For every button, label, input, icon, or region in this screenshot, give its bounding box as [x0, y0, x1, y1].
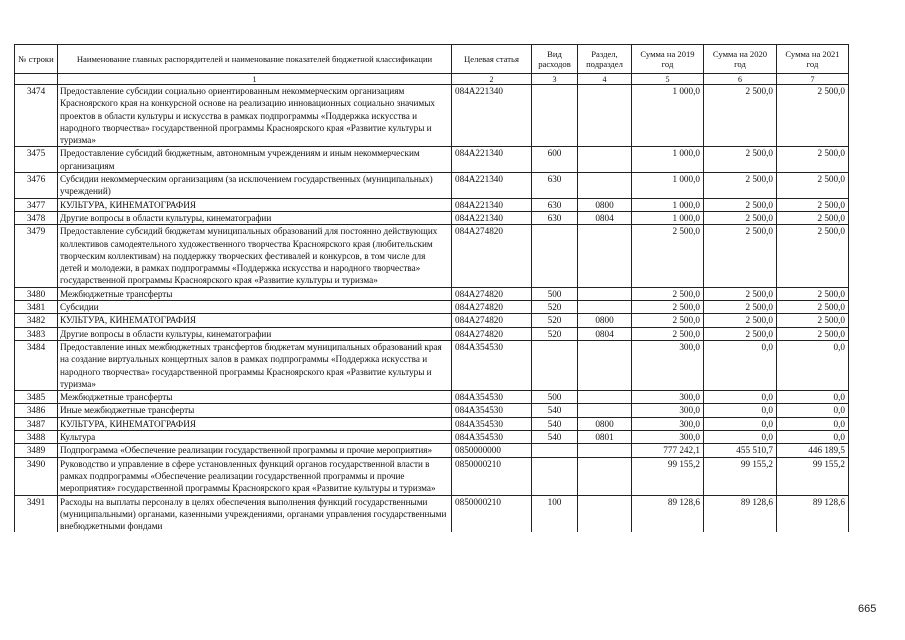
section-cell: 0804: [578, 211, 632, 224]
target-code-cell: 084А221340: [452, 198, 532, 211]
row-number-cell: 3487: [15, 417, 58, 430]
row-number-cell: 3486: [15, 404, 58, 417]
sum-2021-cell: 2 500,0: [777, 173, 849, 199]
sum-2021-cell: 2 500,0: [777, 314, 849, 327]
table-row: [15, 147, 849, 173]
sum-2019-cell: 2 500,0: [632, 327, 704, 340]
section-cell: [578, 147, 632, 173]
header-sum-2021: Сумма на 2021 год: [777, 45, 849, 74]
row-name-cell: Культура: [58, 431, 452, 444]
row-name-cell: Расходы на выплаты персоналу в целях обеспечения выполнения функций государственными (муниципальными) органами, казенными учреждениями, органами управления государственными внебюджетными фондами: [58, 495, 452, 532]
expense-type-cell: 630: [532, 198, 578, 211]
sum-2019-cell: 2 500,0: [632, 314, 704, 327]
table-row: [15, 444, 849, 457]
expense-type-cell: 540: [532, 431, 578, 444]
sum-2019-cell: 2 500,0: [632, 301, 704, 314]
column-number: 3: [532, 74, 578, 85]
sum-2020-cell: 2 500,0: [704, 314, 777, 327]
sum-2020-cell: 0,0: [704, 404, 777, 417]
page-number: 665: [858, 603, 877, 615]
row-number-cell: 3481: [15, 301, 58, 314]
sum-2021-cell: 2 500,0: [777, 198, 849, 211]
row-name-cell: Субсидии некоммерческим организациям (за исключением государственных (муниципальных) учреждений): [58, 173, 452, 199]
row-name-cell: Другие вопросы в области культуры, кинематографии: [58, 327, 452, 340]
table-row: [15, 211, 849, 224]
sum-2021-cell: 2 500,0: [777, 211, 849, 224]
row-number-cell: 3490: [15, 457, 58, 495]
row-name-cell: КУЛЬТУРА, КИНЕМАТОГРАФИЯ: [58, 198, 452, 211]
expense-type-cell: 520: [532, 327, 578, 340]
sum-2019-cell: 1 000,0: [632, 198, 704, 211]
section-cell: [578, 225, 632, 287]
column-number: 1: [58, 74, 452, 85]
section-cell: 0800: [578, 198, 632, 211]
table-row: [15, 340, 849, 390]
target-code-cell: 084А221340: [452, 173, 532, 199]
table-row: [15, 431, 849, 444]
section-cell: [578, 391, 632, 404]
table-row: [15, 198, 849, 211]
sum-2020-cell: 2 500,0: [704, 85, 777, 147]
row-name-cell: Субсидии: [58, 301, 452, 314]
expense-type-cell: 500: [532, 391, 578, 404]
row-number-cell: 3485: [15, 391, 58, 404]
row-name-cell: Руководство и управление в сфере установленных функций органов государственной власти в рамках подпрограммы «Обеспечение реализации государственной программы и прочие мероприятия» государственной программы Красноярского края «Развитие культуры и туризма»: [58, 457, 452, 495]
sum-2019-cell: 2 500,0: [632, 225, 704, 287]
sum-2021-cell: 0,0: [777, 391, 849, 404]
header-target: Целевая статья: [452, 45, 532, 74]
sum-2020-cell: 2 500,0: [704, 198, 777, 211]
target-code-cell: 084А354530: [452, 391, 532, 404]
row-name-cell: Предоставление субсидии социально ориентированным некоммерческим организациям Красноярского края на конкурсной основе на реализацию инновационных социально значимых проектов в области культуры и искусства в рамках подпрограммы «Поддержка искусства и народного творчества» государственной программы Красноярского края «Развитие культуры и туризма»: [58, 85, 452, 147]
row-number-cell: 3476: [15, 173, 58, 199]
row-name-cell: Межбюджетные трансферты: [58, 391, 452, 404]
row-number-cell: 3488: [15, 431, 58, 444]
sum-2020-cell: 0,0: [704, 340, 777, 390]
section-cell: [578, 287, 632, 300]
expense-type-cell: 540: [532, 404, 578, 417]
sum-2019-cell: 1 000,0: [632, 211, 704, 224]
sum-2020-cell: 2 500,0: [704, 147, 777, 173]
row-number-cell: 3484: [15, 340, 58, 390]
sum-2021-cell: 446 189,5: [777, 444, 849, 457]
expense-type-cell: 630: [532, 211, 578, 224]
sum-2019-cell: 300,0: [632, 391, 704, 404]
target-code-cell: 084А274820: [452, 287, 532, 300]
budget-table: [14, 44, 849, 532]
row-number-cell: 3483: [15, 327, 58, 340]
sum-2019-cell: 89 128,6: [632, 495, 704, 532]
expense-type-cell: [532, 457, 578, 495]
table-row: [15, 225, 849, 287]
row-name-cell: Предоставление субсидий бюджетным, автономным учреждениям и иным некоммерческим организациям: [58, 147, 452, 173]
row-name-cell: Подпрограмма «Обеспечение реализации государственной программы и прочие мероприятия»: [58, 444, 452, 457]
section-cell: [578, 173, 632, 199]
section-cell: [578, 85, 632, 147]
target-code-cell: 084А354530: [452, 340, 532, 390]
sum-2021-cell: 2 500,0: [777, 225, 849, 287]
sum-2021-cell: 2 500,0: [777, 301, 849, 314]
target-code-cell: 084А274820: [452, 301, 532, 314]
target-code-cell: 084А274820: [452, 225, 532, 287]
expense-type-cell: [532, 85, 578, 147]
header-row: [15, 45, 849, 74]
section-cell: [578, 301, 632, 314]
row-number-cell: 3489: [15, 444, 58, 457]
row-number-cell: 3475: [15, 147, 58, 173]
sum-2020-cell: 0,0: [704, 391, 777, 404]
row-number-cell: 3474: [15, 85, 58, 147]
target-code-cell: 084А354530: [452, 417, 532, 430]
sum-2020-cell: 0,0: [704, 431, 777, 444]
row-name-cell: Предоставление иных межбюджетных трансфертов бюджетам муниципальных образований края на создание виртуальных концертных залов в рамках подпрограммы «Поддержка искусства и народного творчества» государственной программы Красноярского края «Развитие культуры и туризма»: [58, 340, 452, 390]
header-section: Раздел, подраздел: [578, 45, 632, 74]
row-number-cell: 3479: [15, 225, 58, 287]
table-row: [15, 391, 849, 404]
sum-2019-cell: 300,0: [632, 404, 704, 417]
row-name-cell: Другие вопросы в области культуры, кинематографии: [58, 211, 452, 224]
table-row: [15, 327, 849, 340]
header-sum-2020: Сумма на 2020 год: [704, 45, 777, 74]
section-cell: 0800: [578, 417, 632, 430]
section-cell: 0801: [578, 431, 632, 444]
sum-2021-cell: 0,0: [777, 404, 849, 417]
target-code-cell: 0850000210: [452, 495, 532, 532]
sum-2021-cell: 2 500,0: [777, 287, 849, 300]
table-row: [15, 417, 849, 430]
column-number: 7: [777, 74, 849, 85]
section-cell: [578, 340, 632, 390]
header-expense-type: Вид расходов: [532, 45, 578, 74]
row-name-cell: КУЛЬТУРА, КИНЕМАТОГРАФИЯ: [58, 314, 452, 327]
table-row: [15, 314, 849, 327]
sum-2021-cell: 0,0: [777, 340, 849, 390]
sum-2020-cell: 2 500,0: [704, 173, 777, 199]
sum-2020-cell: 2 500,0: [704, 225, 777, 287]
row-number-cell: 3491: [15, 495, 58, 532]
header-sum-2019: Сумма на 2019 год: [632, 45, 704, 74]
sum-2021-cell: 2 500,0: [777, 147, 849, 173]
column-number: 2: [452, 74, 532, 85]
expense-type-cell: [532, 225, 578, 287]
sum-2020-cell: 99 155,2: [704, 457, 777, 495]
target-code-cell: 084А354530: [452, 404, 532, 417]
sum-2021-cell: 0,0: [777, 431, 849, 444]
section-cell: 0800: [578, 314, 632, 327]
column-number: 4: [578, 74, 632, 85]
sum-2020-cell: 89 128,6: [704, 495, 777, 532]
sum-2021-cell: 2 500,0: [777, 327, 849, 340]
expense-type-cell: 600: [532, 147, 578, 173]
column-number: [15, 74, 58, 85]
table-row: [15, 457, 849, 495]
table-row: [15, 287, 849, 300]
sum-2019-cell: 1 000,0: [632, 147, 704, 173]
target-code-cell: 084А221340: [452, 211, 532, 224]
sum-2021-cell: 0,0: [777, 417, 849, 430]
sum-2019-cell: 777 242,1: [632, 444, 704, 457]
sum-2021-cell: 2 500,0: [777, 85, 849, 147]
expense-type-cell: [532, 340, 578, 390]
sum-2020-cell: 2 500,0: [704, 301, 777, 314]
sum-2020-cell: 2 500,0: [704, 211, 777, 224]
row-number-cell: 3482: [15, 314, 58, 327]
section-cell: [578, 404, 632, 417]
row-name-cell: КУЛЬТУРА, КИНЕМАТОГРАФИЯ: [58, 417, 452, 430]
sum-2019-cell: 2 500,0: [632, 287, 704, 300]
target-code-cell: 084А354530: [452, 431, 532, 444]
expense-type-cell: 520: [532, 301, 578, 314]
sum-2020-cell: 0,0: [704, 417, 777, 430]
row-number-cell: 3480: [15, 287, 58, 300]
table-row: [15, 173, 849, 199]
target-code-cell: 084А274820: [452, 314, 532, 327]
sum-2021-cell: 89 128,6: [777, 495, 849, 532]
expense-type-cell: [532, 444, 578, 457]
section-cell: [578, 495, 632, 532]
target-code-cell: 084А221340: [452, 147, 532, 173]
column-number-row: [15, 74, 849, 85]
row-number-cell: 3478: [15, 211, 58, 224]
sum-2020-cell: 2 500,0: [704, 327, 777, 340]
sum-2019-cell: 300,0: [632, 431, 704, 444]
row-name-cell: Межбюджетные трансферты: [58, 287, 452, 300]
target-code-cell: 0850000000: [452, 444, 532, 457]
expense-type-cell: 500: [532, 287, 578, 300]
sum-2020-cell: 2 500,0: [704, 287, 777, 300]
row-name-cell: Иные межбюджетные трансферты: [58, 404, 452, 417]
section-cell: 0804: [578, 327, 632, 340]
table-body: [15, 85, 849, 533]
column-number: 6: [704, 74, 777, 85]
table-row: [15, 85, 849, 147]
target-code-cell: 084А274820: [452, 327, 532, 340]
expense-type-cell: 540: [532, 417, 578, 430]
table-row: [15, 495, 849, 532]
section-cell: [578, 444, 632, 457]
sum-2019-cell: 1 000,0: [632, 85, 704, 147]
target-code-cell: 084А221340: [452, 85, 532, 147]
table-row: [15, 301, 849, 314]
sum-2019-cell: 300,0: [632, 417, 704, 430]
table-row: [15, 404, 849, 417]
sum-2021-cell: 99 155,2: [777, 457, 849, 495]
header-row-number: № строки: [15, 45, 58, 74]
expense-type-cell: 520: [532, 314, 578, 327]
expense-type-cell: 100: [532, 495, 578, 532]
sum-2019-cell: 1 000,0: [632, 173, 704, 199]
sum-2020-cell: 455 510,7: [704, 444, 777, 457]
row-name-cell: Предоставление субсидий бюджетам муниципальных образований для постоянно действующих коллективов самодеятельного художественного творчества Красноярского края (любительским творческим коллективам) на поддержку творческих фестивалей и конкурсов, в том числе для детей и молодежи, в рамках подпрограммы «Поддержка искусства и народного творчества» государственной программы Красноярского края «Развитие культуры и туризма»: [58, 225, 452, 287]
expense-type-cell: 630: [532, 173, 578, 199]
sum-2019-cell: 300,0: [632, 340, 704, 390]
header-name: Наименование главных распорядителей и наименование показателей бюджетной классификации: [58, 45, 452, 74]
row-number-cell: 3477: [15, 198, 58, 211]
target-code-cell: 0850000210: [452, 457, 532, 495]
sum-2019-cell: 99 155,2: [632, 457, 704, 495]
column-number: 5: [632, 74, 704, 85]
section-cell: [578, 457, 632, 495]
